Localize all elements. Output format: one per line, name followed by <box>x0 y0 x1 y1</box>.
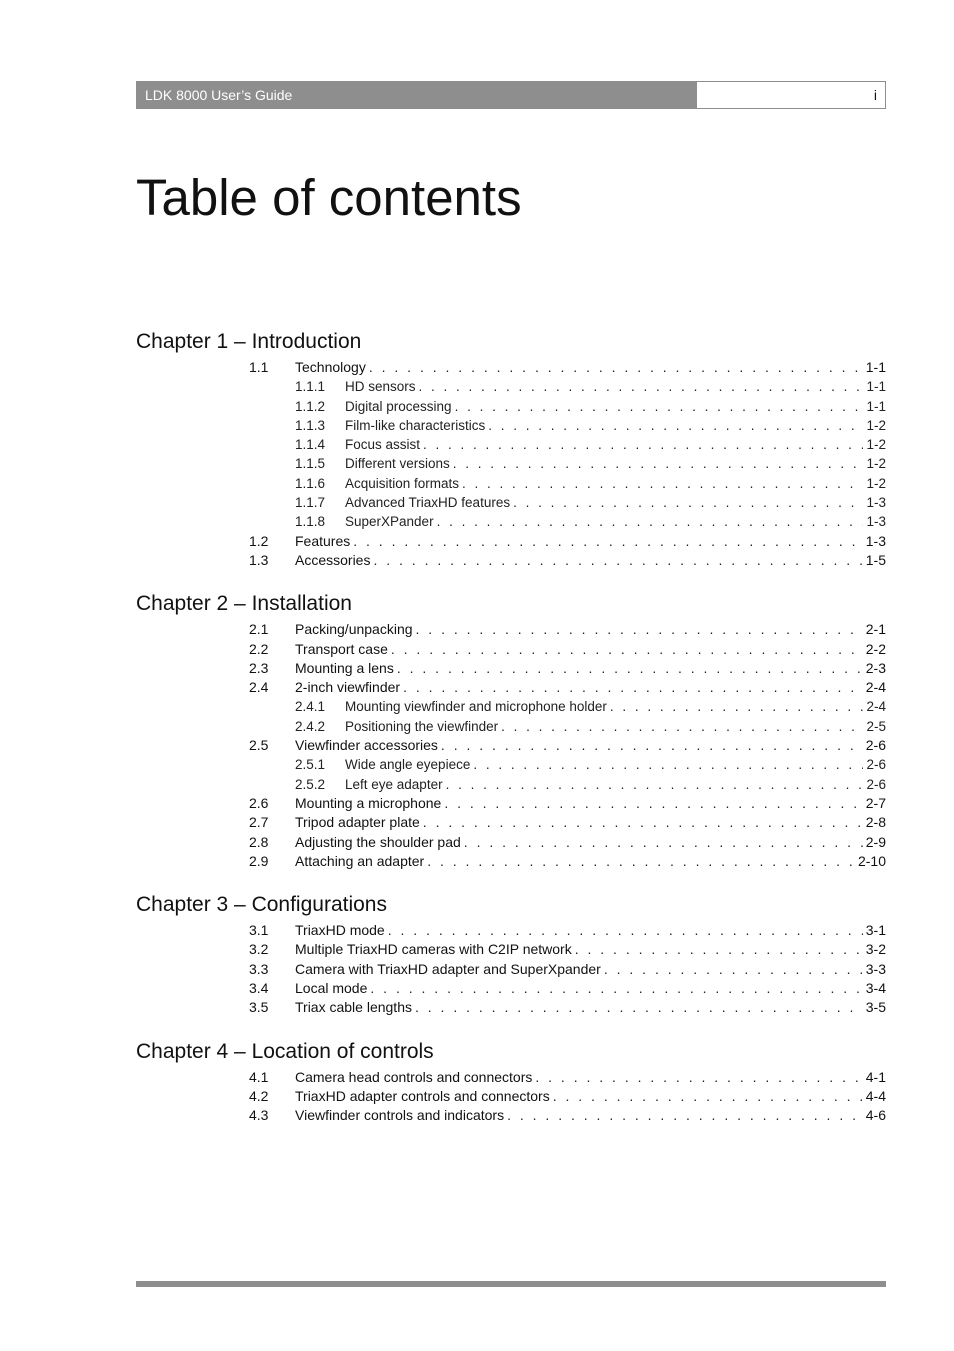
entry-number: 2.1 <box>249 621 269 638</box>
dot-leader <box>353 532 863 551</box>
entry-page: 3-2 <box>865 941 886 958</box>
chapter-title[interactable]: Chapter 3 – Configurations <box>136 893 387 917</box>
toc-subentry[interactable] <box>136 717 886 736</box>
entry-page: 1-2 <box>866 437 886 453</box>
entry-label: Multiple TriaxHD cameras with C2IP network <box>295 941 572 958</box>
entry-label: Left eye adapter <box>345 776 443 792</box>
dot-leader <box>610 697 864 716</box>
toc-entry[interactable] <box>136 736 886 755</box>
entry-number: 1.3 <box>249 551 269 568</box>
chapter-title[interactable]: Chapter 4 – Location of controls <box>136 1039 434 1063</box>
entry-page: 2-5 <box>866 718 886 734</box>
entry-label: Mounting a microphone <box>295 794 442 811</box>
entry-number: 3.5 <box>249 999 269 1016</box>
header-title: LDK 8000 User’s Guide <box>136 81 696 109</box>
chapter-title[interactable]: Chapter 1 – Introduction <box>136 330 362 353</box>
entry-label: Advanced TriaxHD features <box>345 495 511 511</box>
entry-label: Tripod adapter plate <box>295 814 420 831</box>
entry-label: Camera with TriaxHD adapter and SuperXpander <box>295 960 601 977</box>
entry-number: 2.4.2 <box>295 718 326 734</box>
header-page-number: i <box>696 81 886 109</box>
toc-entry[interactable] <box>136 979 886 998</box>
dot-leader <box>369 358 863 377</box>
entry-number: 2.4 <box>249 679 269 696</box>
entry-page: 4-1 <box>865 1068 886 1085</box>
dot-leader <box>415 998 863 1017</box>
entry-label: 2-inch viewfinder <box>295 679 401 696</box>
entry-page: 1-3 <box>866 495 886 511</box>
toc-entry[interactable] <box>136 960 886 979</box>
dot-leader <box>444 794 862 813</box>
entry-page: 3-4 <box>865 980 886 997</box>
entry-label: Local mode <box>295 980 368 997</box>
dot-leader <box>513 493 863 512</box>
entry-page: 4-6 <box>865 1107 886 1124</box>
table-of-contents <box>136 328 886 1146</box>
dot-leader <box>446 775 864 794</box>
toc-entry[interactable] <box>136 1087 886 1106</box>
dot-leader <box>427 852 855 871</box>
entry-number: 1.1.1 <box>295 379 326 395</box>
entry-page: 1-1 <box>865 359 886 375</box>
entry-label: Adjusting the shoulder pad <box>295 833 461 850</box>
toc-entry[interactable] <box>136 358 886 377</box>
toc-subentry[interactable] <box>136 493 886 512</box>
entry-label: Transport case <box>295 640 388 657</box>
entry-page: 1-5 <box>865 551 886 568</box>
entry-number: 2.3 <box>249 659 269 676</box>
dot-leader <box>553 1087 863 1106</box>
entry-number: 3.4 <box>249 980 269 997</box>
entry-number: 4.3 <box>249 1107 269 1124</box>
entry-page: 3-3 <box>865 960 886 977</box>
entry-number: 2.9 <box>249 852 269 869</box>
entry-number: 2.6 <box>249 794 269 811</box>
toc-entry[interactable] <box>136 532 886 551</box>
dot-leader <box>455 397 864 416</box>
dot-leader <box>462 474 863 493</box>
chapter-title[interactable]: Chapter 2 – Installation <box>136 592 352 616</box>
entry-label: Wide angle eyepiece <box>345 757 471 773</box>
dot-leader <box>437 512 864 531</box>
entry-page: 2-1 <box>865 621 886 638</box>
entry-label: Accessories <box>295 551 371 568</box>
toc-subentry[interactable] <box>136 377 886 396</box>
entry-number: 2.5.2 <box>295 776 326 792</box>
entry-number: 1.1.6 <box>295 475 326 491</box>
dot-leader <box>501 717 863 736</box>
toc-entry[interactable] <box>136 794 886 813</box>
entry-page: 3-5 <box>865 999 886 1016</box>
entry-label: Focus assist <box>345 437 421 453</box>
toc-entry[interactable] <box>136 921 886 940</box>
entry-label: Digital processing <box>345 398 452 414</box>
entry-number: 1.1.5 <box>295 456 326 472</box>
entry-page: 1-1 <box>866 398 886 414</box>
footer-rule <box>136 1281 886 1287</box>
dot-leader <box>403 678 863 697</box>
entry-number: 1.1.7 <box>295 495 326 511</box>
entry-label: Features <box>295 532 351 549</box>
entry-number: 1.1.3 <box>295 417 326 433</box>
entry-number: 3.1 <box>249 922 269 939</box>
entry-page: 2-6 <box>866 757 886 773</box>
dot-leader <box>370 979 862 998</box>
entry-label: Attaching an adapter <box>295 852 425 869</box>
toc-entry[interactable] <box>136 1068 886 1087</box>
dot-leader <box>423 813 863 832</box>
entry-label: Technology <box>295 359 366 375</box>
entry-label: Positioning the viewfinder <box>345 718 499 734</box>
dot-leader <box>388 921 863 940</box>
chapter-section <box>136 328 886 570</box>
toc-entry[interactable] <box>136 620 886 639</box>
entry-number: 4.1 <box>249 1068 269 1085</box>
entry-page: 2-8 <box>865 814 886 831</box>
entry-number: 1.1.2 <box>295 398 326 414</box>
toc-subentry[interactable] <box>136 454 886 473</box>
entry-label: TriaxHD mode <box>295 922 385 939</box>
entry-label: Film-like characteristics <box>345 417 486 433</box>
dot-leader <box>397 659 863 678</box>
toc-entry[interactable] <box>136 813 886 832</box>
entry-page: 2-9 <box>865 833 886 850</box>
dot-leader <box>423 435 863 454</box>
entry-page: 2-4 <box>865 679 886 696</box>
entry-page: 3-1 <box>865 922 886 939</box>
dot-leader <box>373 551 862 570</box>
dot-leader <box>453 454 864 473</box>
entry-label: TriaxHD adapter controls and connectors <box>295 1087 550 1104</box>
toc-subentry[interactable] <box>136 697 886 716</box>
toc-subentry[interactable] <box>136 474 886 493</box>
dot-leader <box>391 640 863 659</box>
entry-number: 2.2 <box>249 640 269 657</box>
entry-label: SuperXPander <box>345 514 434 530</box>
entry-number: 3.3 <box>249 960 269 977</box>
toc-entry[interactable] <box>136 678 886 697</box>
dot-leader <box>507 1106 863 1125</box>
toc-subentry[interactable] <box>136 397 886 416</box>
entry-page: 2-2 <box>865 640 886 657</box>
page-title: Table of contents <box>136 169 522 226</box>
toc-entry[interactable] <box>136 998 886 1017</box>
toc-entry[interactable] <box>136 659 886 678</box>
chapter-section <box>136 891 886 1017</box>
entry-page: 1-1 <box>866 379 886 395</box>
entry-label: Triax cable lengths <box>295 999 412 1016</box>
entry-label: Mounting a lens <box>295 659 394 676</box>
entry-number: 2.4.1 <box>295 699 326 715</box>
entry-page: 2-4 <box>866 699 886 715</box>
entry-label: Camera head controls and connectors <box>295 1068 533 1085</box>
dot-leader <box>488 416 863 435</box>
toc-entry[interactable] <box>136 551 886 570</box>
dot-leader <box>419 377 864 396</box>
entry-label: Packing/unpacking <box>295 621 413 638</box>
entry-page: 1-2 <box>866 475 886 491</box>
entry-label: Mounting viewfinder and microphone holder <box>345 699 607 715</box>
toc-entry[interactable] <box>136 940 886 959</box>
entry-number: 1.2 <box>249 532 269 549</box>
entry-label: Viewfinder controls and indicators <box>295 1107 505 1124</box>
entry-page: 1-3 <box>865 532 886 549</box>
entry-page: 2-7 <box>865 794 886 811</box>
toc-entry[interactable] <box>136 852 886 871</box>
entry-number: 4.2 <box>249 1087 269 1104</box>
chapter-section <box>136 590 886 871</box>
toc-entry[interactable] <box>136 640 886 659</box>
entry-number: 2.8 <box>249 833 269 850</box>
dot-leader <box>535 1068 862 1087</box>
running-header <box>136 81 886 109</box>
entry-page: 2-6 <box>865 737 886 754</box>
entry-page: 2-3 <box>865 659 886 676</box>
entry-label: Different versions <box>345 456 450 472</box>
entry-number: 3.2 <box>249 941 269 958</box>
entry-number: 1.1 <box>249 359 269 375</box>
dot-leader <box>473 755 863 774</box>
entry-number: 1.1.8 <box>295 514 326 530</box>
entry-page: 1-2 <box>866 417 886 433</box>
entry-label: HD sensors <box>345 379 416 395</box>
toc-subentry[interactable] <box>136 775 886 794</box>
toc-entry[interactable] <box>136 833 886 852</box>
entry-page: 2-10 <box>857 852 886 869</box>
entry-label: Acquisition formats <box>345 475 460 491</box>
entry-page: 2-6 <box>866 776 886 792</box>
dot-leader <box>575 940 863 959</box>
dot-leader <box>441 736 863 755</box>
toc-subentry[interactable] <box>136 435 886 454</box>
toc-subentry[interactable] <box>136 416 886 435</box>
dot-leader <box>604 960 863 979</box>
entry-number: 2.5.1 <box>295 757 326 773</box>
entry-number: 2.5 <box>249 737 269 754</box>
entry-number: 2.7 <box>249 814 269 831</box>
entry-page: 1-2 <box>866 456 886 472</box>
entry-page: 4-4 <box>865 1087 886 1104</box>
dot-leader <box>464 833 863 852</box>
entry-page: 1-3 <box>866 514 886 530</box>
dot-leader <box>416 620 863 639</box>
toc-subentry[interactable] <box>136 755 886 774</box>
entry-label: Viewfinder accessories <box>295 737 438 754</box>
toc-subentry[interactable] <box>136 512 886 531</box>
toc-entry[interactable] <box>136 1106 886 1125</box>
entry-number: 1.1.4 <box>295 437 326 453</box>
chapter-section <box>136 1038 886 1126</box>
